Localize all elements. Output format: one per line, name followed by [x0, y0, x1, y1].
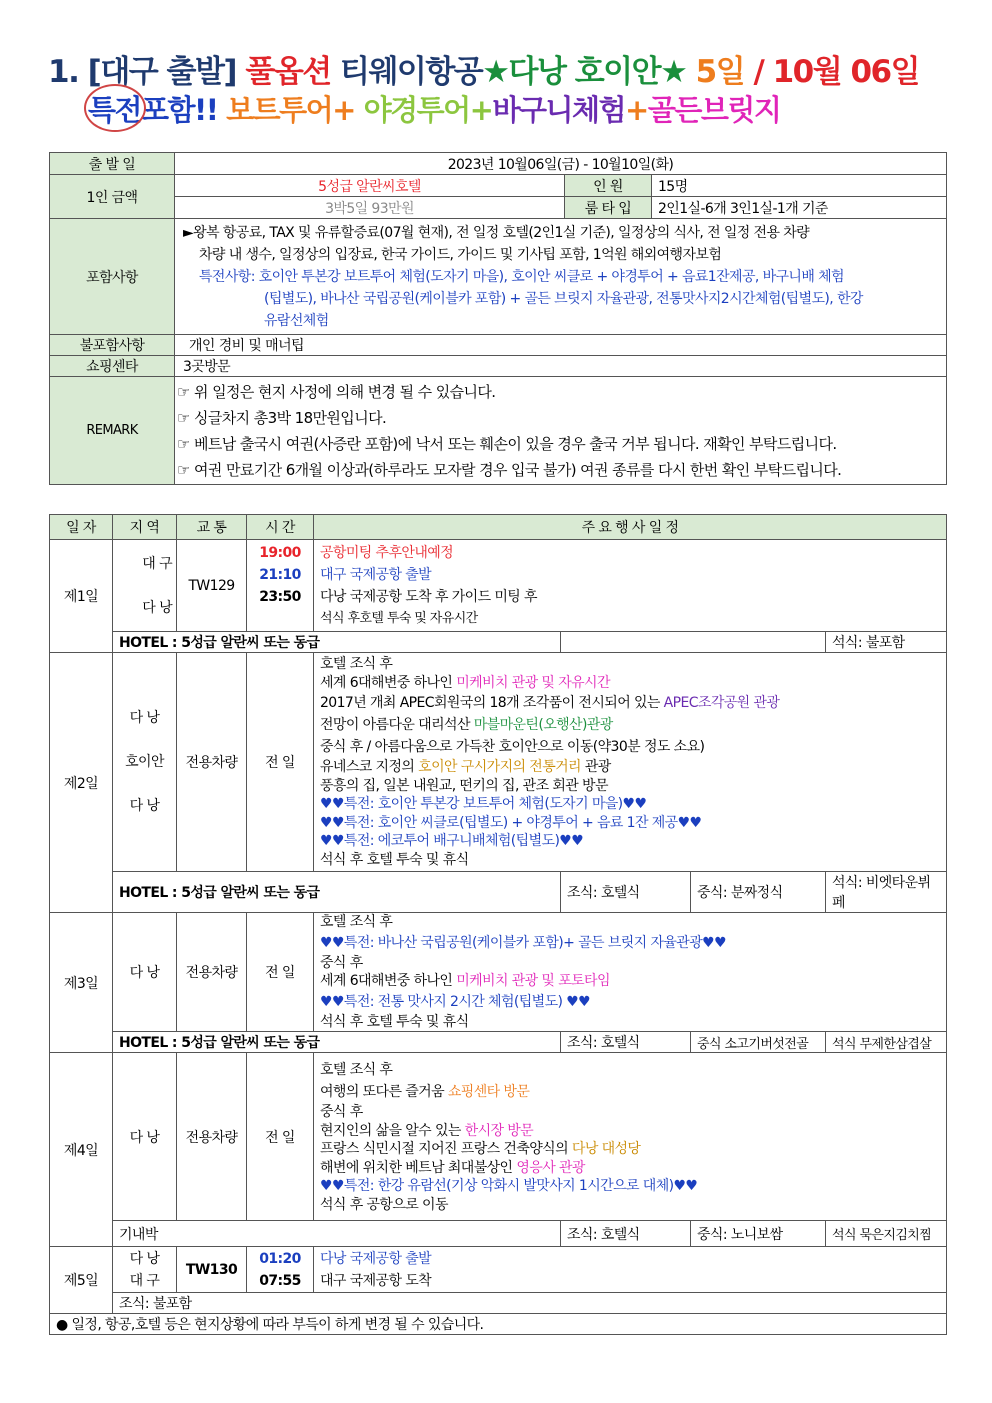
- special-item: ♥♥특전: 호이안 투본강 보트투어 체험(도자기 마을)♥♥: [320, 796, 647, 812]
- schedule-item: 석식 후 호텔 투숙 및 휴식: [320, 851, 469, 868]
- people-label: 인 원: [565, 175, 652, 197]
- schedule-item: 석식 후호텔 투숙 및 자유시간: [320, 611, 478, 626]
- title-separator: /: [753, 54, 764, 90]
- day2-dinner: 석식: 비엣타운뷔페: [826, 872, 947, 913]
- special-item: ♥♥특전: 바나산 국립공원(케이블카 포함)+ 골든 브릿지 자율관광♥♥: [320, 934, 727, 951]
- excluded-label: 불포함사항: [50, 335, 175, 356]
- subtitle-included: 포함!!: [141, 93, 218, 127]
- attraction: 한시장 방문: [464, 1122, 534, 1139]
- special-item: ♥♥특전: 한강 유람선(기상 악화시 발맛사지 1시간으로 대체)♥♥: [320, 1178, 698, 1194]
- subtitle-bridge: 골든브릿지: [647, 93, 781, 127]
- region-name: 다 낭: [129, 798, 160, 814]
- subtitle-basket: 바구니체험: [492, 93, 626, 127]
- schedule-item: 풍흥의 집, 일본 내원교, 떤키의 집, 관조 회관 방문: [320, 777, 608, 794]
- title-days: 5일: [695, 54, 745, 90]
- schedule-item: [320, 1081, 940, 1103]
- schedule-item: [320, 692, 940, 714]
- time-value: 01:20: [259, 1250, 301, 1267]
- included-line: ►왕복 항공료, TAX 및 유류할증료(07월 현재), 전 일정 호텔(2인1실 기준), 일정상의 식사, 전 일정 전용 차량: [183, 224, 810, 241]
- attraction: 마블마운틴(오행산)관광: [473, 717, 613, 733]
- subtitle-plus: +: [625, 93, 648, 127]
- schedule-text: 세계 6대해변중 하나인: [320, 674, 457, 691]
- attraction: 쇼핑센타 방문: [447, 1084, 530, 1100]
- header-schedule: 주 요 행 사 일 정: [314, 515, 947, 540]
- info-table: [49, 152, 947, 485]
- day3-dinner: 석식 무제한삼겹살: [826, 1032, 947, 1053]
- schedule-item: 석식 후 호텔 투숙 및 휴식: [320, 1013, 469, 1030]
- price-value: 3박5일 93만원: [175, 197, 565, 219]
- schedule-item: 중식 후: [320, 1104, 363, 1120]
- day1-schedule: [314, 540, 947, 632]
- day5-label: 제5일: [50, 1247, 113, 1314]
- day3-breakfast: 조식: 호텔식: [561, 1032, 691, 1053]
- attraction: 호이안 구시가지의 전통거리: [418, 759, 581, 775]
- day4-hotel: 기내박: [113, 1221, 561, 1247]
- schedule-item: 호텔 조식 후: [320, 1062, 393, 1078]
- title-airline: 티웨이항공: [340, 54, 483, 90]
- region-name: 대 구: [142, 555, 172, 572]
- day3-transport: 전용차량: [177, 913, 247, 1032]
- remark-label: REMARK: [50, 377, 175, 485]
- time-value: 19:00: [259, 545, 301, 561]
- page-subtitle: [88, 88, 780, 129]
- special-line: 특전사항: 호이안 투본강 보트투어 체험(도자기 마을), 호이안 씨클로 + 야경투어 + 음료1잔제공, 바구니배 체험: [199, 268, 844, 285]
- day3-label: 제3일: [50, 913, 113, 1053]
- day1-label: 제1일: [50, 540, 113, 653]
- day1-transport: TW129: [177, 540, 247, 632]
- header-transport: 교 통: [177, 515, 247, 540]
- title-type: 풀옵션: [245, 54, 331, 90]
- time-value: 23:50: [259, 589, 301, 605]
- day3-schedule: [314, 913, 947, 1032]
- day2-time: 전 일: [247, 653, 314, 872]
- day2-schedule: [314, 653, 947, 872]
- excluded-value: 개인 경비 및 매너팁: [175, 335, 947, 356]
- header-region: 지 역: [113, 515, 177, 540]
- schedule-item: 중식 후: [320, 954, 363, 971]
- day3-region: 다 낭: [113, 913, 177, 1032]
- people-value: 15명: [652, 175, 947, 197]
- day5-times: [247, 1247, 314, 1293]
- room-value: 2인1실-6개 3인1실-1개 기준: [652, 197, 947, 219]
- title-number: 1.: [48, 54, 79, 90]
- region-name: 다 낭: [129, 710, 160, 726]
- day1-times: [247, 540, 314, 632]
- included-line: 차량 내 생수, 일정상의 입장료, 한국 가이드, 가이드 및 기사팁 포함, 1억원 해외여행자보험: [199, 246, 722, 263]
- special-line: (팁별도), 바나산 국립공원(케이블카 포함) + 골든 브릿지 자율관광, 전통맛사지2시간체험(팁별도), 한강: [264, 290, 863, 307]
- day2-lunch: 중식: 분짜정식: [691, 872, 826, 913]
- subtitle-boat: 보트투어+: [226, 93, 355, 127]
- schedule-item: 다낭 국제공항 출발: [320, 1250, 432, 1267]
- attraction: APEC조각공원 관광: [663, 695, 780, 711]
- day4-schedule: [314, 1053, 947, 1221]
- circle-highlight: [84, 84, 146, 132]
- schedule-text: 세계 6대해변중 하나인: [320, 973, 457, 989]
- region-name: 호이안: [125, 754, 164, 770]
- day2-transport: 전용차량: [177, 653, 247, 872]
- subtitle-special: 특전: [88, 93, 142, 127]
- attraction: 영응사 관광: [516, 1159, 585, 1176]
- day2-region: [113, 653, 177, 872]
- day3-lunch: 중식 소고기버섯전골: [691, 1032, 826, 1053]
- schedule-item: 중식 후 / 아름다움으로 가득찬 호이안으로 이동(약30분 정도 소요): [320, 739, 705, 755]
- schedule-table: [49, 514, 947, 1335]
- remark-line: ☞ 여권 만료기간 6개월 이상과(하루라도 모자랄 경우 입국 불가) 여권 종류를 다시 한번 확인 부탁드립니다.: [177, 460, 842, 479]
- day4-region: 다 낭: [113, 1053, 177, 1221]
- schedule-item: [320, 714, 940, 736]
- schedule-item: 다낭 국제공항 도착 후 가이드 미팅 후: [320, 589, 537, 605]
- attraction: 다낭 대성당: [571, 1141, 641, 1157]
- schedule-item: 호텔 조식 후: [320, 656, 393, 672]
- schedule-text: 프랑스 식민시절 지어진 프랑스 건축양식의: [320, 1141, 572, 1157]
- page-title: [48, 46, 919, 91]
- schedule-item: [320, 1140, 940, 1159]
- date-label: 출 발 일: [50, 153, 175, 175]
- title-origin: [대구 출발]: [87, 54, 237, 90]
- special-line: 유람선체험: [264, 312, 329, 329]
- day4-transport: 전용차량: [177, 1053, 247, 1221]
- region-name: 대 구: [129, 1272, 160, 1289]
- schedule-item: [320, 674, 940, 693]
- schedule-text: 2017년 개최 APEC회원국의 18개 조각품이 전시되어 있는: [320, 695, 664, 711]
- subtitle-night: 야경투어+: [363, 93, 493, 127]
- price-label: 1인 금액: [50, 175, 175, 219]
- day2-hotel: HOTEL : 5성급 알란씨 또는 동급: [113, 872, 561, 913]
- schedule-text: 유네스코 지정의: [320, 759, 419, 775]
- title-date: 10월 06일: [772, 54, 920, 90]
- day5-transport: TW130: [177, 1247, 247, 1293]
- region-name: 다 낭: [129, 1250, 160, 1267]
- included-label: 포함사항: [50, 219, 175, 335]
- schedule-item: [320, 1159, 940, 1178]
- day1-hotel: HOTEL : 5성급 알란씨 또는 동급: [113, 632, 561, 653]
- shopping-value: 3곳방문: [175, 356, 947, 377]
- room-label: 룸 타 입: [565, 197, 652, 219]
- schedule-item: 대구 국제공항 도착: [320, 1272, 432, 1289]
- header-day: 일 자: [50, 515, 113, 540]
- day4-dinner: 석식 묵은지김치찜: [826, 1221, 947, 1247]
- day5-region: [113, 1247, 177, 1293]
- remark-content: [175, 377, 947, 485]
- included-content: [175, 219, 947, 335]
- schedule-item: [320, 972, 940, 991]
- header-time: 시 간: [247, 515, 314, 540]
- region-name: 다 낭: [142, 599, 172, 616]
- schedule-text: 현지인의 삶을 알수 있는: [320, 1122, 465, 1139]
- remark-line: ☞ 싱글차지 총3박 18만원입니다.: [177, 408, 387, 427]
- day3-hotel: HOTEL : 5성급 알란씨 또는 동급: [113, 1032, 561, 1053]
- date-value: 2023년 10월06일(금) - 10월10일(화): [175, 153, 947, 175]
- schedule-text: 전망이 아름다운 대리석산: [320, 717, 474, 733]
- schedule-text: 관광: [580, 759, 611, 775]
- footer-note: ● 일정, 항공,호텔 등은 현지상황에 따라 부득이 하게 변경 될 수 있습니다.: [50, 1314, 947, 1335]
- remark-line: ☞ 베트남 출국시 여권(사증란 포함)에 낙서 또는 훼손이 있을 경우 출국 거부 됩니다. 재확인 부탁드립니다.: [177, 434, 837, 453]
- schedule-item: [320, 758, 940, 777]
- day4-label: 제4일: [50, 1053, 113, 1247]
- remark-line: ☞ 위 일정은 현지 사정에 의해 변경 될 수 있습니다.: [177, 382, 496, 401]
- schedule-item: 대구 국제공항 출발: [320, 567, 432, 583]
- schedule-item: 호텔 조식 후: [320, 914, 393, 930]
- schedule-item: 석식 후 공항으로 이동: [320, 1196, 448, 1213]
- day2-label: 제2일: [50, 653, 113, 913]
- day1-dinner: 석식: 불포함: [826, 632, 947, 653]
- schedule-item: 공항미팅 추후안내예정: [320, 545, 454, 561]
- day5-schedule: [314, 1247, 947, 1293]
- day3-time: 전 일: [247, 913, 314, 1032]
- time-value: 21:10: [259, 567, 301, 583]
- attraction: 미케비치 관광 및 포토타임: [456, 973, 610, 989]
- shopping-label: 쇼핑센타: [50, 356, 175, 377]
- special-item: ♥♥특전: 전통 맛사지 2시간 체험(팁별도) ♥♥: [320, 993, 591, 1010]
- schedule-text: 여행의 또다른 즐거움: [320, 1084, 448, 1100]
- day1-region: [113, 540, 177, 632]
- special-item: ♥♥특전: 에코투어 배구니배체험(팁별도)♥♥: [320, 833, 584, 849]
- schedule-text: 해변에 위치한 베트남 최대불상인: [320, 1159, 517, 1176]
- day4-lunch: 중식: 노니보쌈: [691, 1221, 826, 1247]
- day5-meal: 조식: 불포함: [113, 1293, 947, 1314]
- title-destination: ★다낭 호이안★: [482, 54, 687, 90]
- hotel-name: 5성급 알란씨호텔: [175, 175, 565, 197]
- day2-breakfast: 조식: 호텔식: [561, 872, 691, 913]
- day4-time: 전 일: [247, 1053, 314, 1221]
- attraction: 미케비치 관광 및 자유시간: [456, 674, 610, 691]
- schedule-item: [320, 1122, 940, 1141]
- special-item: ♥♥특전: 호이안 씨클로(팁별도) + 야경투어 + 음료 1잔 제공♥♥: [320, 814, 702, 831]
- time-value: 07:55: [259, 1272, 301, 1289]
- day4-breakfast: 조식: 호텔식: [561, 1221, 691, 1247]
